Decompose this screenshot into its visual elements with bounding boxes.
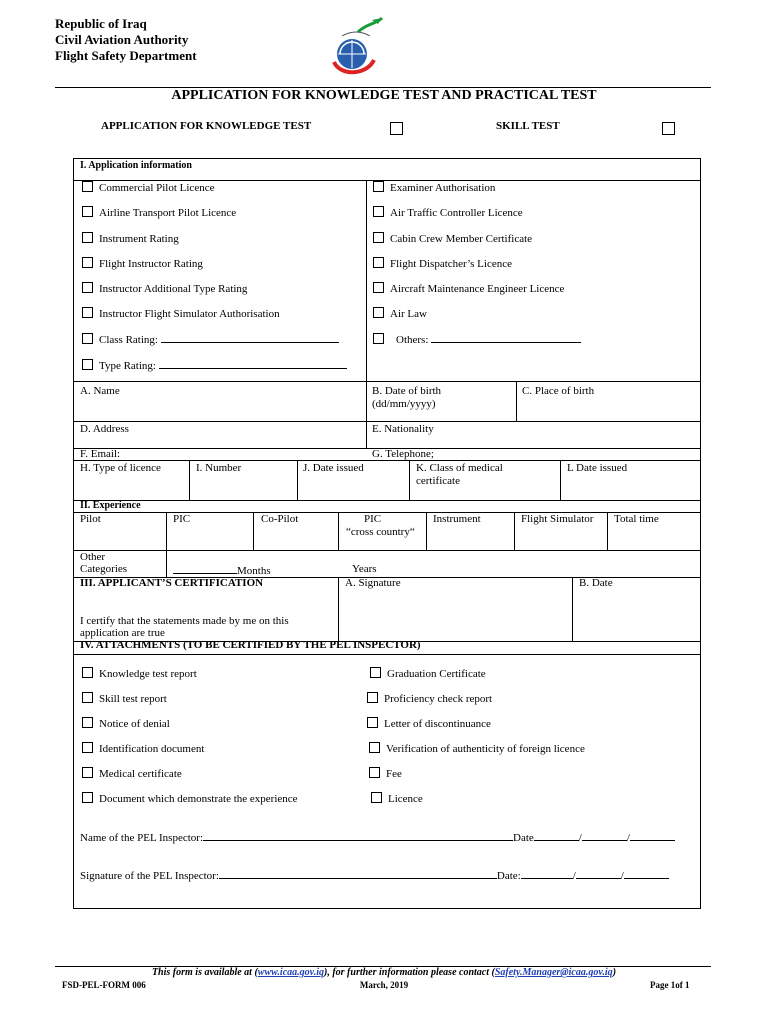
date2-month-field[interactable]: [576, 868, 621, 879]
option-label: Identification document: [99, 743, 205, 755]
att-right-5: [369, 767, 402, 780]
header-org: [55, 16, 197, 64]
icaa-logo: [322, 14, 386, 78]
exp-col-instrument: Instrument: [433, 513, 481, 525]
s1-left-6: [82, 307, 280, 320]
checkbox[interactable]: [82, 206, 93, 217]
page-number: Page 1of 1: [650, 980, 690, 990]
s1-left-7: [82, 332, 339, 346]
cert-statement-1: I certify that the statements made by me on this: [80, 615, 289, 627]
checkbox[interactable]: [373, 257, 384, 268]
att-left-1: [82, 667, 197, 680]
nationality-label: E. Nationality: [372, 423, 434, 435]
option-label: Instrument Rating: [99, 233, 179, 245]
slash: /: [626, 832, 630, 844]
option-label: Graduation Certificate: [387, 668, 486, 680]
s1-left-3: [82, 232, 179, 245]
footer-suffix: ): [612, 967, 617, 978]
att-right-1: [370, 667, 486, 680]
date-year-field[interactable]: [630, 830, 675, 841]
checkbox[interactable]: [82, 717, 93, 728]
medical-class-label: K. Class of medical: [416, 462, 503, 474]
exp-col-pic-cc-2: “cross country“: [346, 526, 415, 538]
checkbox[interactable]: [82, 767, 93, 778]
cert-date-label: B. Date: [579, 577, 613, 589]
footer-note: [0, 967, 768, 978]
s1-right-7: [373, 332, 581, 346]
checkbox[interactable]: [373, 282, 384, 293]
option-label: Aircraft Maintenance Engineer Licence: [390, 283, 565, 295]
number-label: I. Number: [196, 462, 242, 474]
address-label: D. Address: [80, 423, 129, 435]
footer-prefix: This form is available at (: [151, 967, 258, 978]
option-label: Fee: [386, 768, 402, 780]
checkbox[interactable]: [82, 667, 93, 678]
att-left-4: [82, 742, 204, 755]
footer-email-link[interactable]: Safety.Manager@icaa.gov.iq: [494, 967, 613, 978]
checkbox[interactable]: [373, 181, 384, 192]
att-right-3: [367, 717, 491, 730]
form-date: March, 2019: [359, 980, 409, 990]
medical-class-label-2: certificate: [416, 475, 460, 487]
pel-name-row: [80, 830, 675, 844]
footer-middle: ), for further information please contact (: [324, 967, 495, 978]
date-month-field[interactable]: [582, 830, 627, 841]
checkbox[interactable]: [367, 717, 378, 728]
pel-date-label: Date: [513, 832, 534, 844]
s1-left-8: [82, 358, 347, 372]
option-label: Instructor Additional Type Rating: [99, 283, 248, 295]
option-label: Instructor Flight Simulator Authorisation: [99, 308, 280, 320]
checkbox[interactable]: [373, 333, 384, 344]
exp-col-pic-cc: PIC: [364, 513, 382, 525]
exp-col-pic: PIC: [173, 513, 191, 525]
page-title: APPLICATION FOR KNOWLEDGE TEST AND PRACTICAL TEST: [171, 88, 597, 103]
slash: /: [578, 832, 582, 844]
pel-date2-label: Date:: [496, 870, 521, 882]
checkbox[interactable]: [82, 792, 93, 803]
option-label: Others:: [396, 334, 429, 346]
option-label: Knowledge test report: [99, 668, 197, 680]
s1-left-4: [82, 257, 203, 270]
option-label: Flight Instructor Rating: [99, 258, 203, 270]
checkbox[interactable]: [371, 792, 382, 803]
exp-col-simulator: Flight Simulator: [521, 513, 594, 525]
att-left-2: [82, 692, 167, 705]
checkbox[interactable]: [82, 359, 93, 370]
others-field[interactable]: [431, 332, 581, 343]
att-right-2: [367, 692, 492, 705]
checkbox[interactable]: [82, 181, 93, 192]
checkbox[interactable]: [82, 232, 93, 243]
pel-name-field[interactable]: [203, 830, 513, 841]
att-right-4: [369, 742, 585, 755]
att-right-6: [371, 792, 423, 805]
section4-title: IV. ATTACHMENTS (TO BE CERTIFIED BY THE PEL INSPECTOR): [80, 639, 421, 651]
cert-statement-2: application are true: [80, 627, 165, 639]
pel-signature-label: Signature of the PEL Inspector:: [80, 870, 219, 882]
email-label: F. Email:: [80, 448, 121, 460]
option-label: Examiner Authorisation: [390, 182, 496, 194]
option-label: Letter of discontinuance: [384, 718, 491, 730]
option-label: Commercial Pilot Licence: [99, 182, 215, 194]
l-date-issued-label: L Date issued: [567, 462, 628, 474]
s1-right-5: [373, 282, 564, 295]
months-label: Months: [237, 565, 271, 577]
name-label: A. Name: [80, 385, 120, 397]
section2-title: II. Experience: [80, 500, 141, 511]
licence-type-label: H. Type of licence: [80, 462, 161, 474]
type-rating-field[interactable]: [159, 358, 347, 369]
pel-signature-row: [80, 868, 669, 882]
option-label: Medical certificate: [99, 768, 182, 780]
class-rating-field[interactable]: [161, 332, 339, 343]
years-label: Years: [352, 563, 377, 575]
s1-left-5: [82, 282, 247, 295]
slash: /: [572, 870, 576, 882]
section1-title: I. Application information: [80, 160, 192, 171]
option-label: Proficiency check report: [384, 693, 493, 705]
header-line-3: Flight Safety Department: [55, 48, 197, 63]
date-day-field[interactable]: [534, 830, 579, 841]
option-label: Air Traffic Controller Licence: [390, 207, 523, 219]
checkbox[interactable]: [82, 742, 93, 753]
checkbox[interactable]: [373, 206, 384, 217]
skill-test-checkbox[interactable]: [662, 122, 675, 135]
option-label: Licence: [388, 793, 423, 805]
pel-name-label: Name of the PEL Inspector:: [80, 832, 203, 844]
s1-left-1: [82, 181, 214, 194]
form-id: FSD-PEL-FORM 006: [62, 980, 146, 990]
s1-right-2: [373, 206, 523, 219]
option-label: Skill test report: [99, 693, 167, 705]
checkbox[interactable]: [369, 767, 380, 778]
s1-right-4: [373, 257, 512, 270]
footer-url-link[interactable]: www.icaa.gov.iq: [257, 967, 324, 978]
option-label: Flight Dispatcher’s Licence: [390, 258, 512, 270]
checkbox[interactable]: [370, 667, 381, 678]
dob-format: (dd/mm/yyyy): [372, 398, 436, 410]
option-label: Class Rating:: [99, 334, 158, 346]
knowledge-test-checkbox[interactable]: [390, 122, 403, 135]
checkbox[interactable]: [82, 257, 93, 268]
checkbox[interactable]: [369, 742, 380, 753]
option-label: Type Rating:: [99, 360, 156, 372]
checkbox[interactable]: [82, 333, 93, 344]
s1-right-6: [373, 307, 427, 320]
signature-label: A. Signature: [345, 577, 401, 589]
option-label: Airline Transport Pilot Licence: [99, 207, 237, 219]
date2-year-field[interactable]: [624, 868, 669, 879]
checkbox[interactable]: [82, 307, 93, 318]
exp-col-pilot: Pilot: [80, 513, 101, 525]
option-label: Document which demonstrate the experience: [99, 793, 298, 805]
dob-label: B. Date of birth: [372, 385, 442, 397]
telephone-label: G. Telephone;: [372, 448, 434, 460]
option-label: Verification of authenticity of foreign licence: [386, 743, 585, 755]
checkbox[interactable]: [82, 282, 93, 293]
exp-col-total: Total time: [614, 513, 659, 525]
s1-left-2: [82, 206, 236, 219]
option-label: Air Law: [390, 308, 427, 320]
checkbox[interactable]: [373, 232, 384, 243]
att-left-6: [82, 792, 298, 805]
header-line-1: Republic of Iraq: [55, 16, 147, 31]
date2-day-field[interactable]: [521, 868, 573, 879]
section3-title: III. APPLICANT’S CERTIFICATION: [80, 577, 264, 589]
checkbox[interactable]: [82, 692, 93, 703]
header-line-2: Civil Aviation Authority: [55, 32, 189, 47]
pel-signature-field[interactable]: [219, 868, 497, 879]
checkbox[interactable]: [367, 692, 378, 703]
checkbox[interactable]: [373, 307, 384, 318]
other-label: Other: [80, 551, 106, 563]
att-left-3: [82, 717, 170, 730]
option-label: Cabin Crew Member Certificate: [390, 233, 533, 245]
slash: /: [620, 870, 624, 882]
s1-right-1: [373, 181, 495, 194]
s1-right-3: [373, 232, 532, 245]
pob-label: C. Place of birth: [522, 385, 595, 397]
date-issued-label: J. Date issued: [303, 462, 364, 474]
knowledge-test-label: APPLICATION FOR KNOWLEDGE TEST: [101, 120, 312, 132]
months-field[interactable]: [173, 563, 237, 574]
exp-col-copilot: Co-Pilot: [261, 513, 299, 525]
skill-test-label: SKILL TEST: [496, 120, 560, 132]
categories-label: Categories: [80, 563, 128, 575]
option-label: Notice of denial: [99, 718, 170, 730]
att-left-5: [82, 767, 182, 780]
